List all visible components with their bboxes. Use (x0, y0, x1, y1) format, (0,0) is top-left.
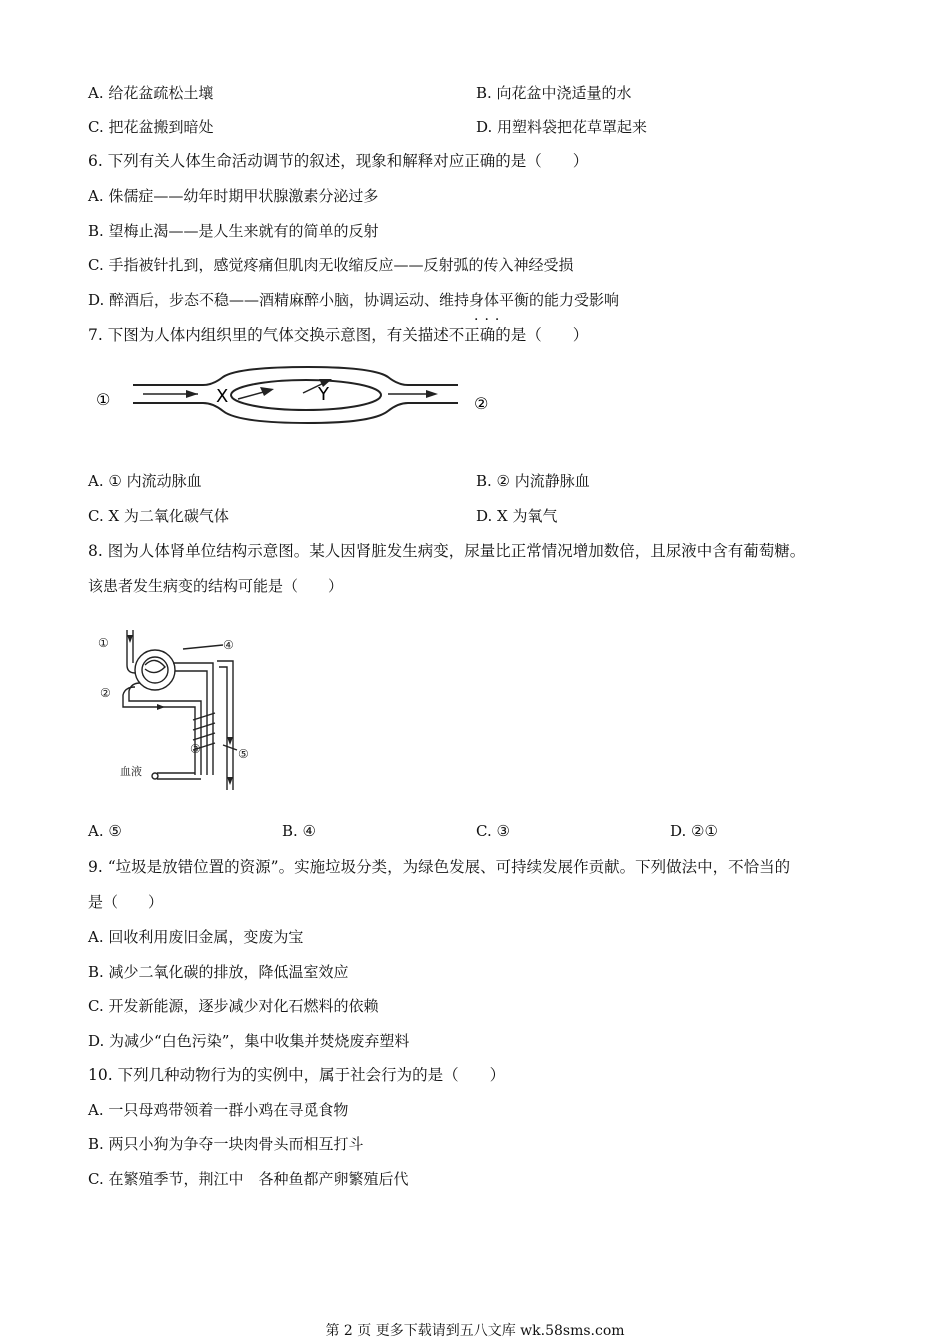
vessel-label-2: ② (474, 394, 489, 413)
nephron-label-5: ⑤ (238, 747, 249, 761)
q7-option-c: C. X 为二氧化碳气体 (88, 507, 229, 525)
y-label: Y (318, 384, 329, 405)
nephron-label-2: ② (100, 686, 111, 700)
q7-option-b: B. ② 内流静脉血 (476, 472, 590, 490)
q8-option-a: A. ⑤ (88, 822, 122, 840)
q6-option-d: D. 醉酒后，步态不稳——酒精麻醉小脑，协调运动、维持身体平衡的能力受影响 (88, 291, 620, 309)
q7-stem: 7. 下图为人体内组织里的气体交换示意图，有关描述不正确的是（ ） (88, 326, 589, 344)
q8-option-c: C. ③ (476, 822, 510, 840)
q6-option-a: A. 侏儒症——幼年时期甲状腺激素分泌过多 (88, 187, 379, 205)
q7-option-a: A. ① 内流动脉血 (88, 472, 202, 490)
page-footer: 第 2 页 更多下载请到五八文库 wk.58sms.com (325, 1323, 625, 1339)
gas-exchange-diagram (88, 365, 508, 435)
q5-option-a: A. 给花盆疏松土壤 (88, 84, 214, 102)
q7-option-d: D. X 为氧气 (476, 507, 558, 525)
emphasis-dots: ··· (474, 312, 506, 328)
q6-stem: 6. 下列有关人体生命活动调节的叙述，现象和解释对应正确的是（ ） (88, 152, 589, 170)
x-label: X (216, 386, 229, 407)
q9-option-b: B. 减少二氧化碳的排放，降低温室效应 (88, 963, 349, 981)
q5-option-c: C. 把花盆搬到暗处 (88, 118, 214, 136)
blood-label: 血液 (120, 765, 142, 778)
q8-stem-line1: 8. 图为人体肾单位结构示意图。某人因肾脏发生病变，尿量比正常情况增加数倍，且尿液中含有葡萄糖。 (88, 542, 806, 560)
nephron-label-4: ④ (223, 638, 234, 652)
q6-option-c: C. 手指被针扎到，感觉疼痛但肌肉无收缩反应——反射弧的传入神经受损 (88, 256, 574, 274)
q10-option-b: B. 两只小狗为争夺一块肉骨头而相互打斗 (88, 1135, 364, 1153)
q8-stem-line2: 该患者发生病变的结构可能是（ ） (88, 577, 344, 595)
q5-option-b: B. 向花盆中浇适量的水 (476, 84, 632, 102)
q9-option-c: C. 开发新能源，逐步减少对化石燃料的依赖 (88, 997, 379, 1015)
q9-option-d: D. 为减少“白色污染”，集中收集并焚烧废弃塑料 (88, 1032, 410, 1050)
nephron-label-3: ③ (190, 742, 201, 756)
q10-option-a: A. 一只母鸡带领着一群小鸡在寻觅食物 (88, 1101, 349, 1119)
vessel-label-1: ① (96, 390, 111, 409)
q10-option-c: C. 在繁殖季节，荆江中 各种鱼都产卵繁殖后代 (88, 1170, 409, 1188)
q8-option-b: B. ④ (282, 822, 317, 840)
nephron-diagram (95, 625, 275, 800)
q8-option-d: D. ②① (670, 822, 718, 840)
q10-stem: 10. 下列几种动物行为的实例中，属于社会行为的是（ ） (88, 1066, 506, 1084)
nephron-label-1: ① (98, 636, 109, 650)
q5-option-d: D. 用塑料袋把花草罩起来 (476, 118, 648, 136)
q9-stem-line2: 是（ ） (88, 893, 164, 911)
q6-option-b: B. 望梅止渴——是人生来就有的简单的反射 (88, 222, 379, 240)
q9-option-a: A. 回收利用废旧金属，变废为宝 (88, 928, 304, 946)
q9-stem-line1: 9. “垃圾是放错位置的资源”。实施垃圾分类，为绿色发展、可持续发展作贡献。下列做法中，不恰当的 (88, 858, 791, 876)
